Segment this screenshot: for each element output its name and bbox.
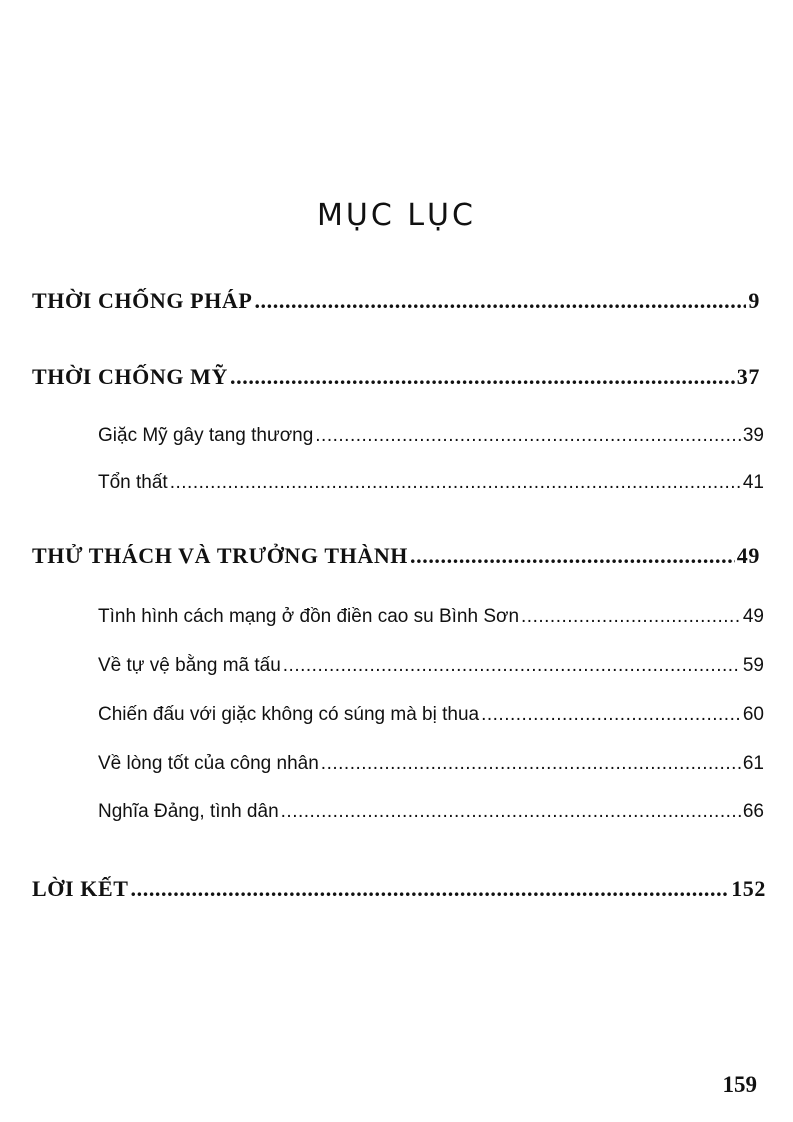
toc-entry-ton-that[interactable] <box>98 472 764 494</box>
toc-entry-page: 66 <box>742 801 764 822</box>
toc-entry-label: THỜI CHỐNG PHÁP <box>32 288 253 313</box>
toc-entry-thu-thach-va-truong-thanh[interactable] <box>32 543 760 569</box>
toc-entry-label: LỜI KẾT <box>32 876 129 901</box>
toc-entry-nghia-dang-tinh-dan[interactable] <box>98 801 764 823</box>
toc-entry-page: 49 <box>742 606 764 627</box>
leader-dots <box>281 801 741 823</box>
toc-entry-label: Tình hình cách mạng ở đồn điền cao su Bình Sơn <box>98 606 520 627</box>
toc-entry-thoi-chong-my[interactable] <box>32 364 760 390</box>
leader-dots <box>315 425 741 447</box>
leader-dots <box>254 288 746 314</box>
leader-dots <box>321 753 741 775</box>
toc-entry-tinh-hinh-cach-mang[interactable] <box>98 606 764 628</box>
toc-entry-ve-long-tot-cua-cong-nhan[interactable] <box>98 753 764 775</box>
toc-entry-page: 39 <box>742 425 764 446</box>
leader-dots <box>521 606 741 628</box>
toc-entry-label: THỜI CHỐNG MỸ <box>32 364 229 389</box>
leader-dots <box>481 704 741 726</box>
toc-entry-page: 41 <box>742 472 764 493</box>
toc-entry-page: 9 <box>748 288 760 313</box>
page-title: MỤC LỤC <box>317 198 476 233</box>
toc-entry-page: 61 <box>742 753 764 774</box>
leader-dots <box>230 364 735 390</box>
leader-dots <box>131 876 730 902</box>
toc-entry-label: Nghĩa Đảng, tình dân <box>98 801 279 822</box>
leader-dots <box>410 543 735 569</box>
toc-entry-chien-dau-voi-giac[interactable] <box>98 704 764 726</box>
toc-entry-page: 37 <box>736 364 760 389</box>
toc-entry-giac-my-gay-tang-thuong[interactable] <box>98 425 764 447</box>
toc-entry-loi-ket[interactable] <box>32 876 766 902</box>
leader-dots <box>170 472 741 494</box>
toc-entry-page: 152 <box>731 876 766 901</box>
toc-entry-page: 49 <box>736 543 760 568</box>
leader-dots <box>283 655 741 677</box>
page-number: 159 <box>722 1072 757 1097</box>
toc-entry-page: 59 <box>742 655 764 676</box>
toc-entry-label: THỬ THÁCH VÀ TRƯỞNG THÀNH <box>32 543 409 568</box>
toc-entry-label: Chiến đấu với giặc không có súng mà bị thua <box>98 704 480 725</box>
toc-entry-ve-tu-ve-bang-ma-tau[interactable] <box>98 655 764 677</box>
toc-entry-label: Về tự vệ bằng mã tấu <box>98 655 281 676</box>
toc-entry-thoi-chong-phap[interactable] <box>32 288 760 314</box>
toc-entry-label: Giặc Mỹ gây tang thương <box>98 425 314 446</box>
toc-entry-label: Về lòng tốt của công nhân <box>98 753 319 774</box>
toc-entry-page: 60 <box>742 704 764 725</box>
toc-entry-label: Tổn thất <box>98 472 168 493</box>
